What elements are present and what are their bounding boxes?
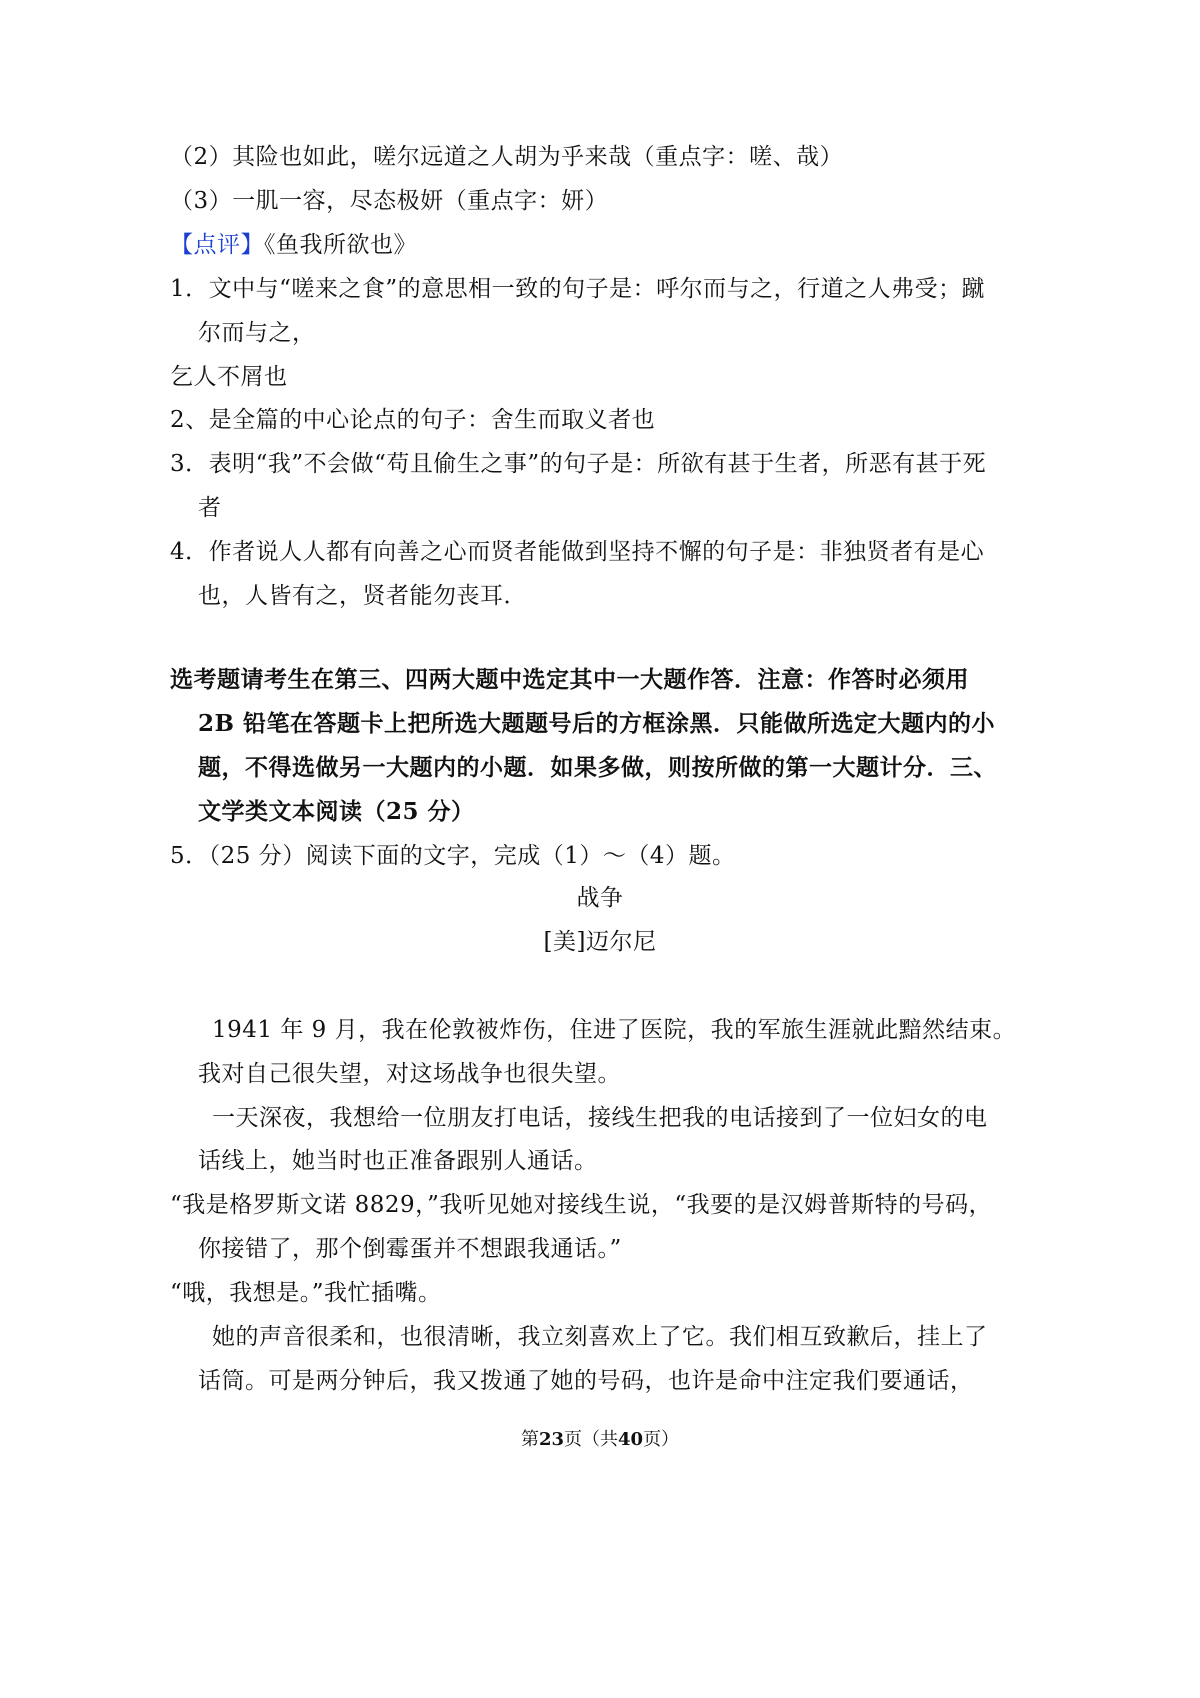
page-number: 23 <box>538 1429 564 1450</box>
review-q3-line1: 3．表明“我”不会做“苟且偷生之事”的句子是：所欲有甚于生者，所恶有甚于死 <box>170 451 987 477</box>
story-p3-line2: 你接错了，那个倒霉蛋并不想跟我通话。” <box>198 1236 622 1262</box>
review-q1-line3: 乞人不屑也 <box>170 364 288 390</box>
page-middle: 页（共 <box>564 1429 618 1450</box>
review-q3-line2: 者 <box>198 495 222 521</box>
story-p3-line1: “我是格罗斯文诺 8829，”我听见她对接线生说，“我要的是汉姆普斯特的号码， <box>170 1192 993 1218</box>
story-title: 战争 <box>576 885 624 911</box>
story-p1-line2: 我对自己很失望，对这场战争也很失望。 <box>198 1061 621 1087</box>
instructions-line2: 2B 铅笔在答题卡上把所选大题题号后的方框涂黑．只能做所选定大题内的小 <box>198 710 995 737</box>
review-q1-line1: 1．文中与“嗟来之食”的意思相一致的句子是：呼尔而与之，行道之人弗受；蹴 <box>170 276 986 302</box>
page-prefix: 第 <box>520 1429 539 1450</box>
review-q4-line2: 也，人皆有之，贤者能勿丧耳． <box>198 583 527 609</box>
question-5: 5．（25 分）阅读下面的文字，完成（1）～（4）题。 <box>170 843 736 869</box>
instructions-line1: 选考题请考生在第三、四两大题中选定其中一大题作答．注意：作答时必须用 <box>170 666 969 693</box>
review-tag: 【点评】 <box>170 232 264 258</box>
review-q2: 2、是全篇的中心论点的句子：舍生而取义者也 <box>170 407 656 433</box>
review-title: 《鱼我所欲也》 <box>264 232 417 258</box>
story-p1-line1: 1941 年 9 月，我在伦敦被炸伤，住进了医院，我的军旅生涯就此黯然结束。 <box>212 1017 1017 1043</box>
page-indicator <box>0 1428 1200 1452</box>
instructions-line3: 题，不得选做另一大题内的小题．如果多做，则按所做的第一大题计分．三、 <box>198 754 997 781</box>
story-p2-line1: 一天深夜，我想给一位朋友打电话，接线生把我的电话接到了一位妇女的电 <box>212 1105 988 1131</box>
review-heading <box>170 230 417 260</box>
story-p2-line2: 话线上，她当时也正准备跟别人通话。 <box>198 1148 598 1174</box>
story-author: [美]迈尔尼 <box>543 929 657 955</box>
answer-item-2: （2）其险也如此，嗟尔远道之人胡为乎来哉（重点字：嗟、哉） <box>170 144 844 170</box>
story-p4: “哦，我想是。”我忙插嘴。 <box>170 1280 442 1306</box>
story-p5-line2: 话筒。可是两分钟后，我又拨通了她的号码，也许是命中注定我们要通话， <box>198 1368 974 1394</box>
review-q4-line1: 4．作者说人人都有向善之心而贤者能做到坚持不懈的句子是：非独贤者有是心 <box>170 539 985 565</box>
instructions-line4: 文学类文本阅读（25 分） <box>198 798 475 825</box>
answer-item-3: （3）一肌一容，尽态极妍（重点字：妍） <box>170 188 609 214</box>
review-q1-line2: 尔而与之， <box>198 320 316 346</box>
page-total: 40 <box>618 1429 644 1450</box>
page-suffix: 页） <box>643 1429 680 1450</box>
story-p5-line1: 她的声音很柔和，也很清晰，我立刻喜欢上了它。我们相互致歉后，挂上了 <box>212 1324 988 1350</box>
